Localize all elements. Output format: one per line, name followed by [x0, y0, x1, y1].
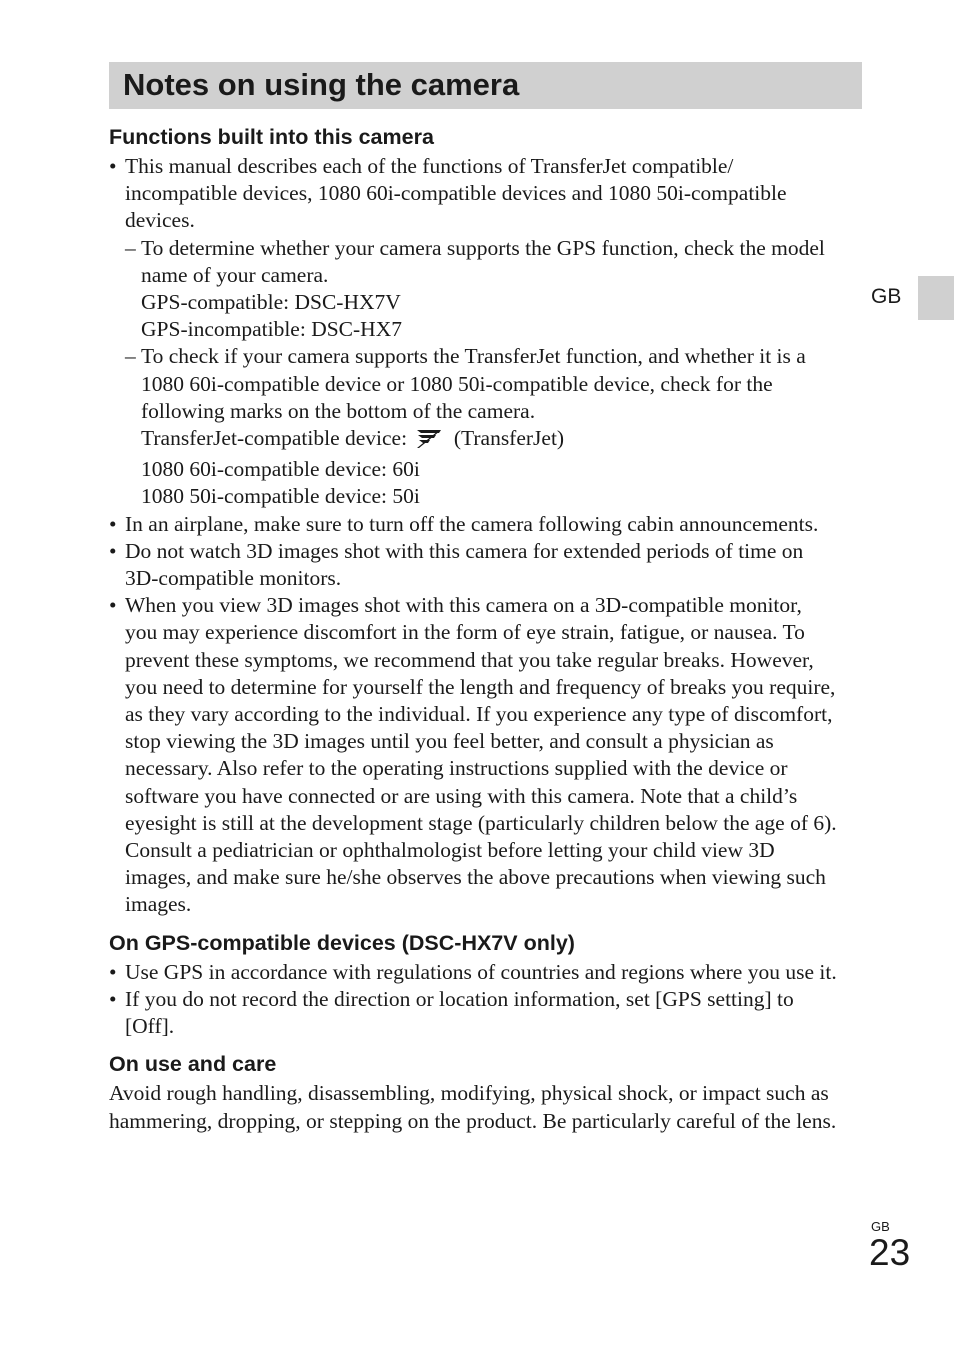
page-title: Notes on using the camera [123, 67, 520, 102]
side-tab-marker [918, 276, 954, 320]
dash-icon: – [125, 344, 136, 369]
footer-region-label: GB [871, 1219, 890, 1234]
bullet-item [109, 986, 869, 1040]
bullet-item [109, 959, 869, 986]
text-line: To check if your camera supports the TransferJet function, and whether it is a [141, 344, 806, 369]
text-line: images. [125, 892, 192, 917]
text-line: necessary. Also refer to the operating instructions supplied with the device or [125, 756, 788, 781]
bullet-item [109, 153, 869, 235]
text-line: incompatible devices, 1080 60i-compatible devices and 1080 50i-compatible [125, 181, 787, 206]
bullet-icon: • [109, 511, 117, 536]
bullet-icon: • [109, 538, 117, 563]
text-line: images, and make sure he/she observes the above precautions when viewing such [125, 865, 826, 890]
text-line: you need to determine for yourself the length and frequency of breaks you require, [125, 674, 836, 699]
transferjet-logo-icon [416, 429, 442, 456]
text-line: 1080 60i-compatible device: 60i [141, 457, 420, 482]
bullet-item [109, 538, 869, 592]
text-line: hammering, dropping, or stepping on the product. Be particularly careful of the lens. [109, 1108, 837, 1133]
text-line: If you do not record the direction or location information, set [GPS setting] to [125, 986, 794, 1011]
text-line: [Off]. [125, 1014, 175, 1039]
text-line: prevent these symptoms, we recommend that you take regular breaks. However, [125, 647, 814, 672]
page-number: 23 [869, 1232, 911, 1273]
text-line: Avoid rough handling, disassembling, modifying, physical shock, or impact such as [109, 1081, 829, 1106]
text-line: you may experience discomfort in the form of eye strain, fatigue, or nausea. To [125, 620, 805, 645]
side-tab-label: GB [871, 285, 902, 308]
text-line: Do not watch 3D images shot with this camera for extended periods of time on [125, 538, 804, 563]
bullet-icon: • [109, 593, 117, 618]
text-line: 3D-compatible monitors. [125, 566, 342, 591]
section-heading-functions: Functions built into this camera [109, 125, 434, 149]
text-line: following marks on the bottom of the camera. [141, 398, 536, 423]
content [109, 121, 869, 1135]
bullet-icon: • [109, 959, 117, 984]
text-line: software you have connected or are using with this camera. Note that a child’s [125, 783, 798, 808]
text-line: GPS-incompatible: DSC-HX7 [141, 317, 402, 342]
text-line: name of your camera. [141, 262, 329, 287]
transferjet-suffix: (TransferJet) [453, 426, 565, 451]
title-bar [109, 62, 862, 109]
transferjet-line [141, 425, 869, 456]
text-line: eyesight is still at the development stage (particularly children below the age of 6). [125, 810, 837, 835]
bullet-item [109, 592, 869, 918]
transferjet-label: TransferJet-compatible device: [141, 426, 408, 451]
bullet-icon: • [109, 986, 117, 1011]
bullet-item [109, 511, 869, 538]
section-heading-gps: On GPS-compatible devices (DSC-HX7V only) [109, 930, 575, 955]
section-heading-care: On use and care [109, 1052, 277, 1077]
text-line: 1080 50i-compatible device: 50i [141, 484, 420, 509]
text-line: stop viewing the 3D images until you feel better, and consult a physician as [125, 729, 774, 754]
sub-item-gps-check [109, 235, 869, 344]
dash-icon: – [125, 235, 136, 260]
text-line: Consult a pediatrician or ophthalmologist before letting your child view 3D [125, 838, 775, 863]
text-line: GPS-compatible: DSC-HX7V [141, 290, 401, 315]
text-line: This manual describes each of the functions of TransferJet compatible/ [125, 154, 734, 178]
care-paragraph [109, 1080, 869, 1134]
text-line: 1080 60i-compatible device or 1080 50i-compatible device, check for the [141, 371, 773, 396]
bullet-icon: • [109, 154, 117, 178]
text-line: In an airplane, make sure to turn off the camera following cabin announcements. [125, 511, 819, 536]
sub-item-transferjet-check [109, 343, 869, 510]
text-line: Use GPS in accordance with regulations of countries and regions where you use it. [125, 959, 837, 984]
text-line: When you view 3D images shot with this camera on a 3D-compatible monitor, [125, 593, 802, 618]
text-line: devices. [125, 208, 195, 233]
text-line: as they vary according to the individual. If you experience any type of discomfort, [125, 702, 833, 727]
text-line: To determine whether your camera supports the GPS function, check the model [141, 235, 825, 260]
